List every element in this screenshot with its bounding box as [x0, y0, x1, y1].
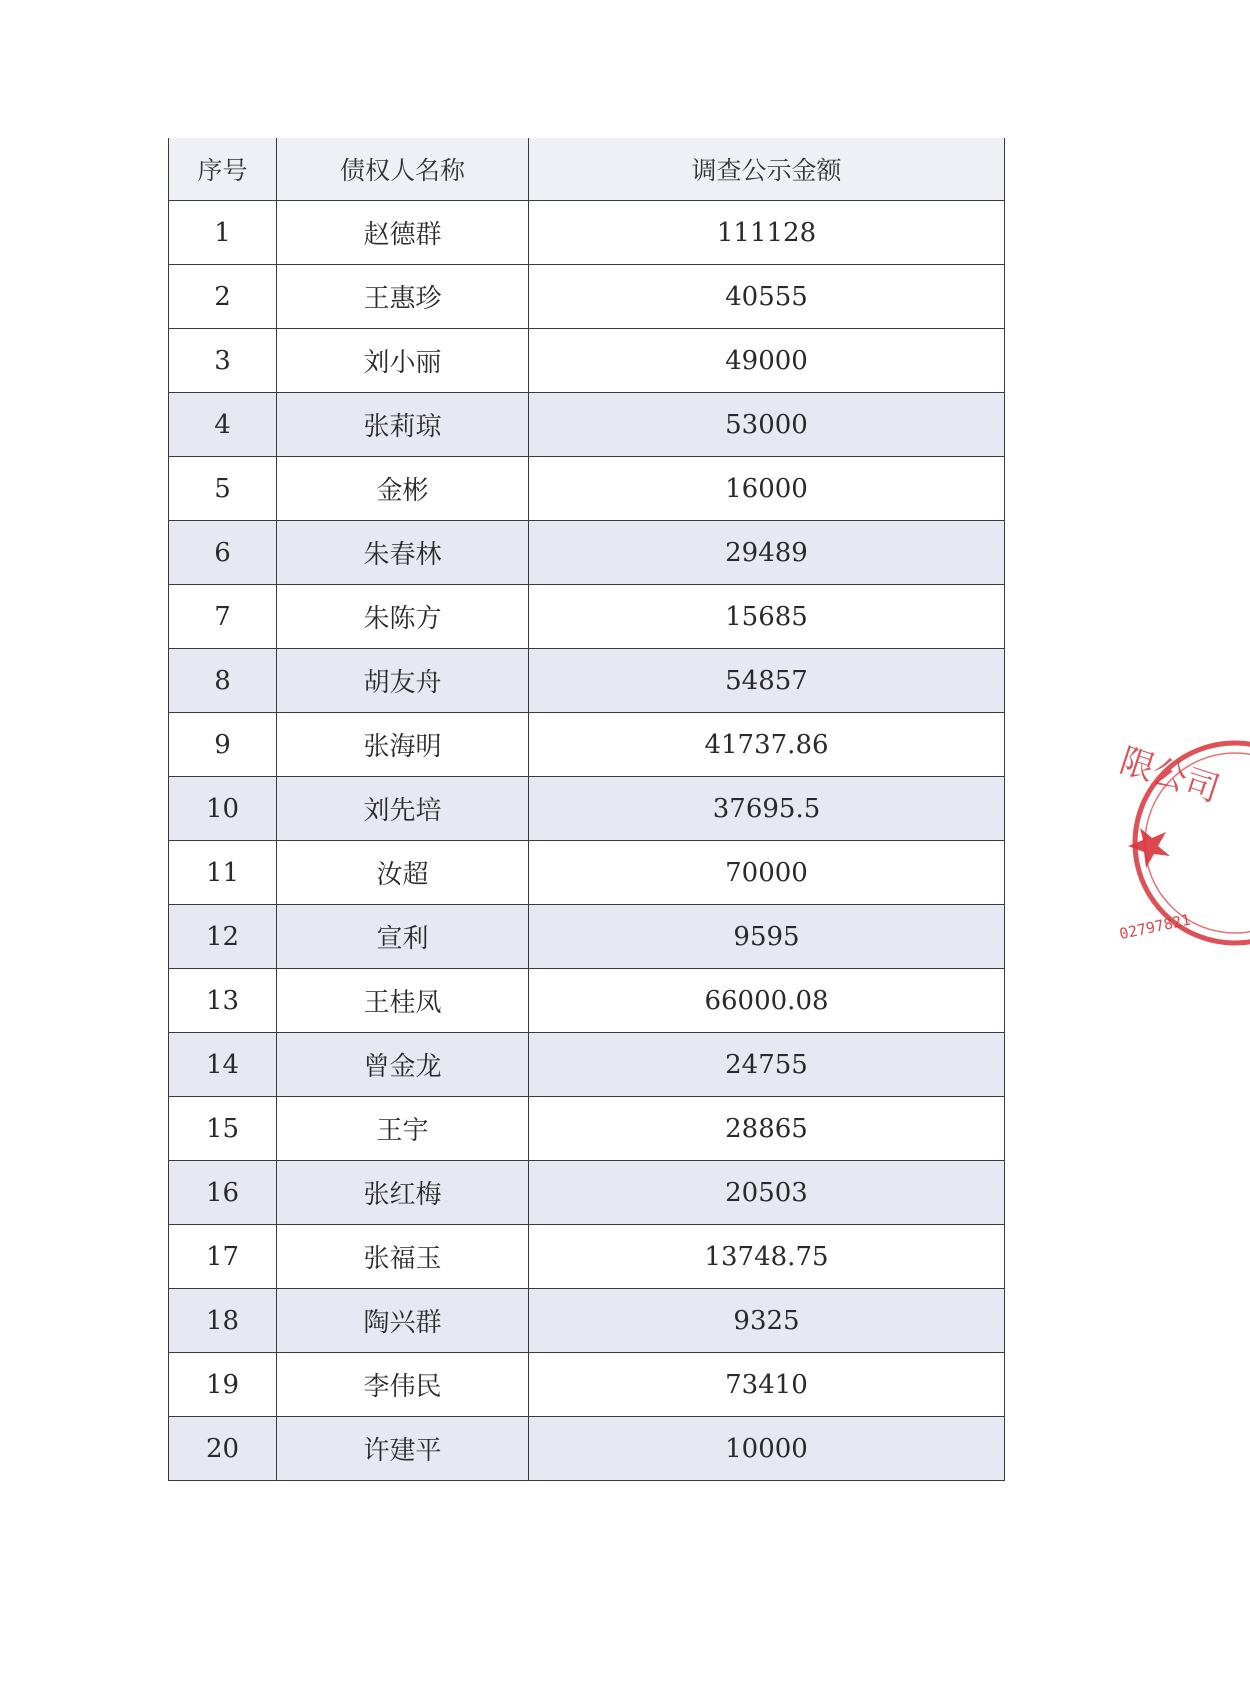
- table-row: [169, 713, 1005, 777]
- cell-amount: 29489: [529, 521, 1005, 585]
- header-no: 序号: [169, 138, 277, 201]
- cell-name: 张红梅: [277, 1161, 529, 1225]
- cell-no: 10: [169, 777, 277, 841]
- cell-no: 16: [169, 1161, 277, 1225]
- cell-no: 6: [169, 521, 277, 585]
- cell-name: 金彬: [277, 457, 529, 521]
- table-row: [169, 1417, 1005, 1481]
- cell-name: 朱陈方: [277, 585, 529, 649]
- cell-amount: 66000.08: [529, 969, 1005, 1033]
- cell-no: 14: [169, 1033, 277, 1097]
- table-row: [169, 1033, 1005, 1097]
- cell-name: 张福玉: [277, 1225, 529, 1289]
- cell-no: 4: [169, 393, 277, 457]
- cell-no: 11: [169, 841, 277, 905]
- table-row: [169, 1289, 1005, 1353]
- cell-amount: 13748.75: [529, 1225, 1005, 1289]
- cell-amount: 37695.5: [529, 777, 1005, 841]
- cell-amount: 49000: [529, 329, 1005, 393]
- cell-amount: 40555: [529, 265, 1005, 329]
- cell-no: 13: [169, 969, 277, 1033]
- cell-no: 19: [169, 1353, 277, 1417]
- seal-number: 02797821: [1117, 910, 1193, 944]
- cell-no: 17: [169, 1225, 277, 1289]
- cell-amount: 53000: [529, 393, 1005, 457]
- table-row: [169, 329, 1005, 393]
- cell-amount: 73410: [529, 1353, 1005, 1417]
- seal-text: 限公司: [1114, 740, 1225, 811]
- cell-name: 王宇: [277, 1097, 529, 1161]
- cell-name: 李伟民: [277, 1353, 529, 1417]
- cell-amount: 41737.86: [529, 713, 1005, 777]
- table-row: [169, 1097, 1005, 1161]
- table-row: [169, 905, 1005, 969]
- cell-amount: 16000: [529, 457, 1005, 521]
- table-row: [169, 521, 1005, 585]
- cell-no: 18: [169, 1289, 277, 1353]
- cell-amount: 70000: [529, 841, 1005, 905]
- table-row: [169, 777, 1005, 841]
- header-name: 债权人名称: [277, 138, 529, 201]
- cell-no: 7: [169, 585, 277, 649]
- cell-no: 9: [169, 713, 277, 777]
- table-row: [169, 265, 1005, 329]
- cell-no: 2: [169, 265, 277, 329]
- cell-no: 20: [169, 1417, 277, 1481]
- cell-name: 刘小丽: [277, 329, 529, 393]
- cell-no: 5: [169, 457, 277, 521]
- table-row: [169, 841, 1005, 905]
- cell-no: 12: [169, 905, 277, 969]
- table-row: [169, 969, 1005, 1033]
- cell-name: 赵德群: [277, 201, 529, 265]
- cell-no: 8: [169, 649, 277, 713]
- table-row: [169, 1161, 1005, 1225]
- cell-name: 王桂凤: [277, 969, 529, 1033]
- cell-name: 胡友舟: [277, 649, 529, 713]
- cell-name: 张莉琼: [277, 393, 529, 457]
- table-header-row: [169, 138, 1005, 201]
- cell-name: 朱春林: [277, 521, 529, 585]
- cell-amount: 20503: [529, 1161, 1005, 1225]
- cell-no: 15: [169, 1097, 277, 1161]
- cell-name: 刘先培: [277, 777, 529, 841]
- cell-amount: 10000: [529, 1417, 1005, 1481]
- company-seal: [1110, 728, 1250, 958]
- cell-name: 王惠珍: [277, 265, 529, 329]
- cell-name: 曾金龙: [277, 1033, 529, 1097]
- cell-amount: 15685: [529, 585, 1005, 649]
- table-row: [169, 393, 1005, 457]
- cell-amount: 24755: [529, 1033, 1005, 1097]
- cell-name: 许建平: [277, 1417, 529, 1481]
- creditor-table: [168, 138, 1005, 1481]
- table-row: [169, 201, 1005, 265]
- cell-name: 汝超: [277, 841, 529, 905]
- cell-name: 张海明: [277, 713, 529, 777]
- cell-name: 陶兴群: [277, 1289, 529, 1353]
- cell-amount: 9325: [529, 1289, 1005, 1353]
- table-row: [169, 457, 1005, 521]
- table-row: [169, 1353, 1005, 1417]
- cell-name: 宣利: [277, 905, 529, 969]
- cell-amount: 9595: [529, 905, 1005, 969]
- cell-amount: 54857: [529, 649, 1005, 713]
- table-row: [169, 1225, 1005, 1289]
- header-amount: 调查公示金额: [529, 138, 1005, 201]
- cell-amount: 28865: [529, 1097, 1005, 1161]
- table-row: [169, 649, 1005, 713]
- cell-no: 3: [169, 329, 277, 393]
- cell-amount: 111128: [529, 201, 1005, 265]
- table-row: [169, 585, 1005, 649]
- cell-no: 1: [169, 201, 277, 265]
